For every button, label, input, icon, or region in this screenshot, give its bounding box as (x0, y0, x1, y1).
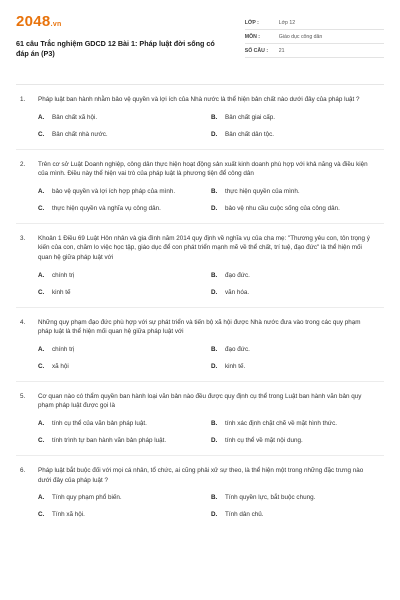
option-b[interactable] (211, 345, 384, 354)
question-text: Khoản 1 Điều 69 Luật Hôn nhân và gia đình năm 2014 quy định về nghĩa vụ của cha mẹ: "Thương yêu con, tôn trọng ý kiến của con, chăm lo việc học tập, giáo dục để con phát triển mạnh mẽ về thể chất, trí tuệ, đạo đức" là thể hiện mối quan hệ giữa pháp luật với (38, 234, 370, 261)
document-header (16, 8, 384, 70)
meta-table (245, 16, 384, 70)
option-text: Tính xã hội. (52, 511, 85, 519)
question-text: Cơ quan nào có thẩm quyền ban hành loại văn bản nào đều được quy định cụ thể trong Luật ban hành văn bản quy phạm pháp luật được gọi là (38, 392, 362, 410)
option-text: bảo vệ quyền và lợi ích hợp pháp của mình. (52, 187, 176, 195)
document-title: 61 câu Trắc nghiệm GDCD 12 Bài 1: Pháp luật đời sống có đáp án (P3) (16, 39, 215, 58)
option-letter: A. (38, 494, 45, 502)
option-letter: D. (211, 511, 218, 519)
option-b[interactable] (211, 113, 384, 122)
option-text: xã hội (52, 362, 69, 370)
question-3 (16, 234, 384, 297)
option-c[interactable] (38, 288, 211, 297)
option-text: đạo đức. (225, 271, 250, 279)
meta-value: 21 (278, 47, 285, 54)
option-text: Tính dân chủ. (225, 511, 264, 519)
option-letter: C. (38, 130, 45, 138)
question-divider (16, 307, 384, 308)
meta-row-subject (245, 30, 384, 44)
option-a[interactable] (38, 187, 211, 196)
option-letter: D. (211, 362, 218, 370)
option-text: chính trị (52, 271, 75, 279)
meta-value: Giáo dục công dân (278, 33, 323, 40)
option-letter: C. (38, 436, 45, 444)
option-text: tính cụ thể của văn bản pháp luật. (52, 419, 147, 427)
option-text: Bản chất xã hội. (52, 113, 98, 121)
options (38, 493, 384, 519)
option-letter: C. (38, 362, 45, 370)
option-text: kinh tế (52, 288, 71, 296)
option-b[interactable] (211, 419, 384, 428)
question-2 (16, 160, 384, 213)
question-text: Những quy phạm đạo đức phù hợp với sự phát triển và tiến bộ xã hội được Nhà nước đưa vào trong các quy phạm pháp luật là thể hiện mối quan hệ giữa pháp luật với (38, 318, 361, 336)
option-d[interactable] (211, 288, 384, 297)
option-letter: A. (38, 419, 45, 427)
question-5 (16, 392, 384, 445)
option-letter: D. (211, 288, 218, 296)
option-letter: C. (38, 204, 45, 212)
options (38, 113, 384, 139)
option-text: đạo đức. (225, 345, 250, 353)
option-text: Bản chất giai cấp. (225, 113, 276, 121)
option-letter: A. (38, 345, 45, 353)
question-divider (16, 223, 384, 224)
meta-row-count (245, 44, 384, 58)
question-number: 3. (20, 234, 26, 242)
question-1 (16, 95, 384, 139)
option-letter: A. (38, 187, 45, 195)
option-letter: B. (211, 419, 218, 427)
question-number: 5. (20, 392, 26, 400)
options (38, 345, 384, 371)
option-b[interactable] (211, 187, 384, 196)
question-divider (16, 381, 384, 382)
options (38, 187, 384, 213)
question-6 (16, 466, 384, 519)
options (38, 419, 384, 445)
option-letter: B. (211, 345, 218, 353)
logo-main: 2048 (16, 13, 51, 30)
question-divider (16, 149, 384, 150)
option-text: thực hiện quyền của mình. (225, 187, 300, 195)
option-letter: D. (211, 436, 218, 444)
site-logo[interactable] (16, 14, 245, 33)
option-letter: B. (211, 494, 218, 502)
option-d[interactable] (211, 204, 384, 213)
logo-suffix: .vn (50, 21, 62, 28)
option-text: văn hóa. (225, 288, 250, 296)
option-d[interactable] (211, 510, 384, 519)
header-left (16, 8, 245, 70)
question-number: 2. (20, 160, 26, 168)
option-d[interactable] (211, 362, 384, 371)
meta-key: MÔN : (244, 33, 261, 40)
meta-row-class (245, 16, 384, 30)
option-c[interactable] (38, 130, 211, 139)
option-c[interactable] (38, 204, 211, 213)
option-a[interactable] (38, 493, 211, 502)
option-c[interactable] (38, 362, 211, 371)
meta-key: LỚP : (244, 19, 259, 26)
option-text: Tính quy phạm phổ biến. (52, 494, 122, 502)
option-a[interactable] (38, 271, 211, 280)
option-c[interactable] (38, 510, 211, 519)
question-text: Pháp luật ban hành nhằm bảo vệ quyền và lợi ích của Nhà nước là thể hiện bản chất nào dưới đây của pháp luật ? (38, 96, 360, 103)
option-text: Tính quyền lực, bắt buộc chung. (225, 494, 316, 502)
question-number: 1. (20, 96, 26, 103)
option-b[interactable] (211, 271, 384, 280)
option-d[interactable] (211, 436, 384, 445)
option-a[interactable] (38, 113, 211, 122)
option-text: bảo vệ nhu cầu cuộc sống của công dân. (225, 204, 340, 212)
option-text: tính trình tự ban hành văn bản pháp luật. (52, 436, 167, 444)
option-letter: B. (211, 113, 218, 121)
options (38, 271, 384, 297)
option-letter: A. (38, 113, 45, 121)
option-a[interactable] (38, 345, 211, 354)
meta-value: Lớp 12 (278, 19, 296, 26)
option-b[interactable] (211, 493, 384, 502)
option-d[interactable] (211, 130, 384, 139)
option-letter: C. (38, 288, 45, 296)
option-letter: B. (211, 271, 218, 279)
option-text: Bản chất dân tộc. (225, 130, 275, 138)
question-divider (16, 455, 384, 456)
option-text: Bản chất nhà nước. (52, 130, 108, 138)
question-number: 6. (20, 466, 26, 474)
option-text: tính xác định chặt chẽ về mặt hình thức. (225, 419, 338, 427)
option-text: kinh tế. (225, 362, 246, 370)
option-text: tính cụ thể về mặt nội dung. (225, 436, 303, 444)
option-letter: D. (211, 204, 218, 212)
option-letter: A. (38, 271, 45, 279)
option-letter: C. (38, 511, 45, 519)
option-letter: B. (211, 187, 218, 195)
option-a[interactable] (38, 419, 211, 428)
option-letter: D. (211, 130, 218, 138)
question-4 (16, 318, 384, 371)
question-text: Pháp luật bắt buộc đối với mọi cá nhân, tổ chức, ai cũng phải xử sự theo, là thể hiện một trong những đặc trưng nào dưới đây của pháp luật ? (38, 466, 364, 484)
meta-key: SỐ CÂU : (244, 47, 269, 54)
question-text: Trên cơ sở Luật Doanh nghiệp, công dân thực hiện hoạt động sản xuất kinh doanh phù hợp với khả năng và điều kiện của mình. Điều này thể hiện vai trò của pháp luật là phương tiện để công dân (38, 160, 368, 178)
question-number: 4. (20, 318, 26, 326)
option-text: thực hiện quyền và nghĩa vụ công dân. (52, 204, 161, 212)
option-c[interactable] (38, 436, 211, 445)
question-list (16, 85, 384, 519)
option-text: chính trị (52, 345, 75, 353)
